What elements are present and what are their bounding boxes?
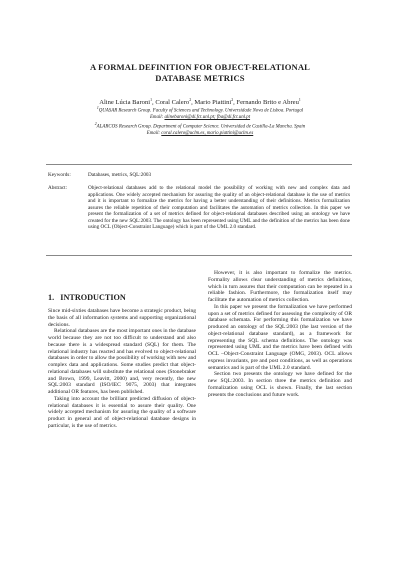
section-heading [48,293,126,303]
right-column [208,270,352,398]
affiliation-2 [30,124,370,131]
author-affiliation-mark: 1 [298,97,301,102]
author-list: Aline Lúcia Baroni$^1$, Coral Calero$^2$, Mario Piattini$^2$, Fernando Brito e Abreu$^1$ [99,97,301,106]
email-label: Email: [149,115,165,120]
author-name: Aline Lúcia Baroni [99,99,151,106]
abstract-paragraph: Object-relational databases add to the relational model the possibility of working with new and complex data and applications. One widely accepted mechanism for assuring the quality of an object-relational database is the use of metrics and it is important to formalize the metrics for having a better understanding of their definitions. Metrics formalization assures the reliable repetition of their computation and facilitates the automation of metrics collection. In this paper we present the formalization of a set of metrics defined for object-relational databases described using an ontology we have created for the new SQL:2003. The ontology has been represented using UML and the definition of the metrics has been done using OCL (Object-Constraint Language) which is part of the UML 2.0 standard. [88,185,350,231]
affiliation-1-email [30,115,370,121]
affiliation-name: ALARCOS Research Group. Department of Computer Science. Universidad de Castilla-La Mancha. Spain [96,124,306,130]
email-label: Email: [146,131,162,136]
email-link[interactable]: alinebaroni@di.fct.unl.pt; fba@di.fct.unl.pt [164,115,251,120]
paper-title [40,62,360,84]
author-name: Coral Calero [155,99,190,106]
divider-bottom [46,255,352,256]
keywords-text: Databases, metrics, SQL:2003 [88,172,152,178]
section-number: 1. [48,293,55,302]
abstract-label: Abstract: [48,185,68,191]
keywords-label: Keywords: [48,172,71,178]
affiliation-mark: 1 [96,106,99,110]
section-title: INTRODUCTION [60,293,126,302]
author-affiliation-mark: 2 [189,97,192,102]
author-affiliation-mark: 1 [150,97,153,102]
affiliation-1 [30,108,370,115]
left-column [48,308,196,430]
author-affiliation-mark: 2 [231,97,234,102]
body-paragraph: Since mid-sixties databases have become a strategic product, being the basis of all information systems and supporting organizational decisions. [48,308,196,328]
affiliation-2-email [30,131,370,137]
abstract-text [88,185,350,231]
email-link[interactable]: coral.calero@uclm.es, mario.piattini@uclm.es [161,131,254,136]
title-line-1: A FORMAL DEFINITION FOR OBJECT-RELATIONAL [90,62,310,72]
author-name: Fernando Brito e Abreu [236,99,299,106]
body-paragraph: In this paper we present the formalization we have performed upon a set of metrics defined for assessing the complexity of OR database schemata. For performing this formalization we have produced an ontology of the SQL:2003 (the last version of the object-relational database standard), as a framework for representing the SQL schema definitions. The ontology was represented using UML and the metrics have been defined with OCL –Object-Constraint Language (OMG, 2003). OCL allows express invariants, pre and post conditions, as well as operations semantics and is part of the UML 2.0 standard. [208,303,352,371]
affiliation-mark: 2 [94,122,97,126]
divider-top [46,164,352,165]
body-paragraph: However, it is also important to formalize the metrics. Formality allows clear understanding of metrics definitions, which in turn assures that their computation can be repeated in a reliable fashion. Furthermore, the formalization itself may facilitate the automation of metrics collection. [208,270,352,303]
author-name: Mario Piattini [194,99,232,106]
body-paragraph: Section two presents the ontology we have defined for the new SQL:2003. In section three the metrics definition and formalization using OCL is shown. Finally, the last section presents the conclusions and future work. [208,371,352,398]
affiliation-name: QUASAR Research Group. Faculty of Sciences and Technology. Universidade Nova de Lisboa. Portugal [98,108,304,114]
body-paragraph: Relational databases are the most important ones in the database world because they are not too difficult to understand and also because there is a widespread standard (SQL) for them. The relational industry has reacted and has evolved to object-relational databases in order to allow the possibility of working with new and complex data and applications. Some studies predict that object-relational databases will substitute the relational ones (Stonebraker and Brown, 1999, Leavitt, 2000) and, very recently, the new SQL:2003 standard (ISO/IEC 9075, 2003) that integrates additional OR features, has been published. [48,328,197,395]
title-line-2: DATABASE METRICS [155,73,245,83]
body-paragraph: Taking into account the brilliant predicted diffusion of object-relational databases it is essential to assure their quality. One widely accepted mechanism for assuring the quality of a software product in general and of object-relational database designs in particular, is the use of metrics. [48,395,196,429]
